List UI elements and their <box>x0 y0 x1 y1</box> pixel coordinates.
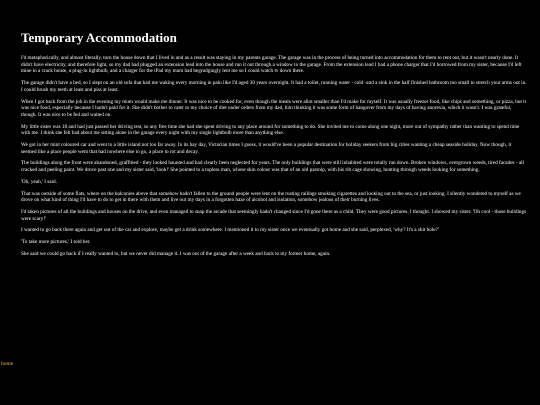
paragraph: My little sister was 18 and had just passed her driving test, so any free time she had she spent driving to any place around for something to do. She invited me to come along one night, more out of sympathy rather than wanting to spend time with me. I think she felt bad about me sitting alone in the garage every night with my single lightbulb more than anything else. <box>21 123 520 137</box>
home-link[interactable]: home <box>1 361 14 367</box>
paragraph: I wanted to go back there again and get out of the car and explore, maybe get a drink somewhere. I mentioned it to my sister once we eventually got home and she said, perplexed, 'why? It's a shit hole?' <box>21 227 439 234</box>
paragraph: That was outside of some flats, where on the balconies above that somehow hadn't fallen to the ground people were lent on the rusting railings smoking cigarettes and looking out to the sea, or just looking. I silently wondered to myself as we drove on what kind of thing I'd have to do to get in there with them and live out my days in a forgotten haze of alcohol and isolation, somehow jealous of their burning lives. <box>21 190 521 204</box>
paragraph: The garage didn't have a bed, so I slept on an old sofa that had me waking every morning in pain like I'd aged 30 years overnight. It had a toilet, running water - cold -and a sink in the half finished bathroom too small to stretch your arms out in. I could brush my teeth at least and piss at least. <box>21 80 527 93</box>
article <box>21 29 527 262</box>
page-title: Temporary Accommodation <box>21 30 177 45</box>
paragraph: When I got back from the job in the evening my mum would make me dinner. It was nice to be cooked for, even though the meals were allot smaller than I'd make for myself. It was usually freezer food, like chips and something, or pizza, but it was nice food, especially because I hadn't paid for it. She didn't bother to cater to my choice of diet under orders from my dad, him thinking it was some form of hangover from my days of having anorexia, which it wasn't. I was grateful, though. It was nice to be fed and waited on. <box>21 98 527 118</box>
paragraph: 'To take more pictures,' I told her. <box>21 239 91 246</box>
paragraph: 'Oh, yeah,' I said. <box>21 178 57 185</box>
paragraph: She said we could go back if I really wanted to, but we never did manage it. I was out of the garage after a week and back to my former home, again. <box>21 250 331 257</box>
paragraph: The buildings along the front were abandoned, graffitied - they looked haunted and had clearly been neglected for years. The only buildings that were still inhabited were totally run down. Broken windows, overgrown weeds, tired facades - all cracked and peeling paint. We drove past one and my sister said, 'look!' She pointed to a topless man, whose skin colour was that of an old parsnip, with his rib cage showing, hunting through weeds looking for something. <box>21 160 525 174</box>
paragraph: We got in her mint coloured car and went to a little island not too far away. In its hay day, Victorian times I guess, it would've been a popular destination for holiday seekers from big cities wanting a cheap seaside holiday. Now though, it seemed like a place people went that had nowhere else to go, a place to rot and decay. <box>21 142 512 155</box>
paragraph: I'd metaphorically, and almost literally, torn the house down that I lived in and as a result was staying in my parents garage. The garage was in the process of being turned into accommodation for them to rent out, but it wasn't nearly done. It didn't have electricity, and therefore light, so my dad had plugged an extension lead into the house and run it out through a window to the garage. From the extension lead I had a phone charger that I'd borrowed from my sister, because I'd left mine in a crack house, a plug-in lightbulb, and a charger for the iPad my mum had begrudgingly lent me so I could watch tv down there. <box>21 55 522 75</box>
paragraph: I'd taken pictures of all the buildings and houses on the drive, and even managed to snap the arcade that seemingly hadn't changed since I'd gone there as a child. They were good pictures, I thought. I showed my sister. 'Oh cool - those buildings were scary!' <box>21 208 527 222</box>
